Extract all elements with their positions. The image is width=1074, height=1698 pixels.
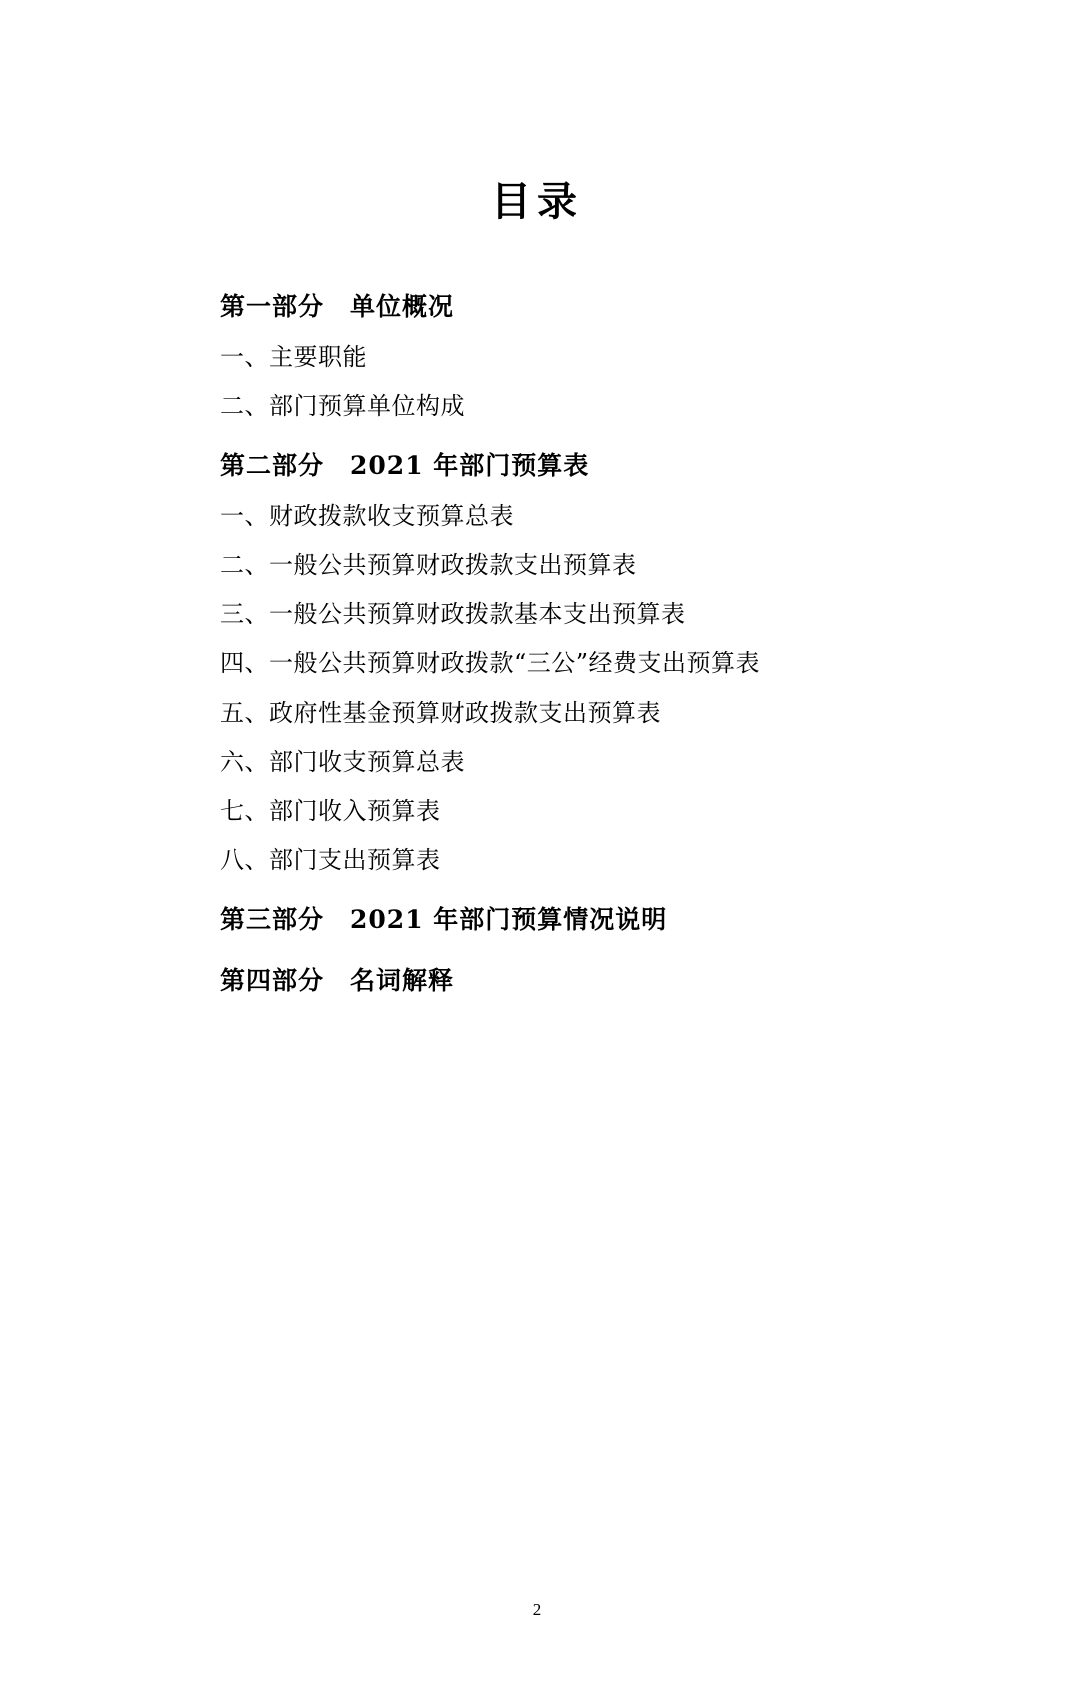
- page-title: 目录: [491, 178, 583, 225]
- page-number: 2: [532, 1600, 542, 1619]
- toc-part-heading[interactable]: [120, 901, 954, 940]
- toc-entry[interactable]: 五、政府性基金预算财政拨款支出预算表: [220, 698, 661, 727]
- toc-entry[interactable]: 二、一般公共预算财政拨款支出预算表: [220, 551, 637, 580]
- document-page: [0, 178, 1074, 1698]
- toc-part-label: 第一部分: [220, 292, 325, 321]
- toc-entry[interactable]: 一、主要职能: [220, 342, 367, 371]
- toc-entry[interactable]: 一、财政拨款收支预算总表: [220, 501, 514, 530]
- toc-part-heading[interactable]: [120, 288, 954, 327]
- toc-part-heading[interactable]: [120, 962, 954, 1001]
- toc-part-title: 名词解释: [350, 966, 455, 996]
- toc-entry[interactable]: 六、部门收支预算总表: [220, 747, 465, 776]
- toc-part-title: 单位概况: [350, 292, 455, 321]
- toc-part-label: 第二部分: [220, 451, 325, 481]
- toc-entry[interactable]: 八、部门支出预算表: [220, 846, 441, 875]
- toc-entry[interactable]: 四、一般公共预算财政拨款“三公”经费支出预算表: [220, 649, 761, 678]
- toc-part-label: 第四部分: [220, 966, 325, 996]
- table-of-contents: [120, 288, 954, 1001]
- toc-part-title: 2021 年部门预算情况说明: [350, 905, 668, 935]
- toc-entry[interactable]: 三、一般公共预算财政拨款基本支出预算表: [220, 600, 686, 629]
- toc-entry[interactable]: 七、部门收入预算表: [220, 797, 441, 825]
- toc-part-heading[interactable]: [120, 447, 954, 486]
- toc-part-title: 2021 年部门预算表: [350, 451, 590, 481]
- toc-entry[interactable]: 二、部门预算单位构成: [220, 391, 465, 420]
- toc-part-label: 第三部分: [220, 905, 325, 935]
